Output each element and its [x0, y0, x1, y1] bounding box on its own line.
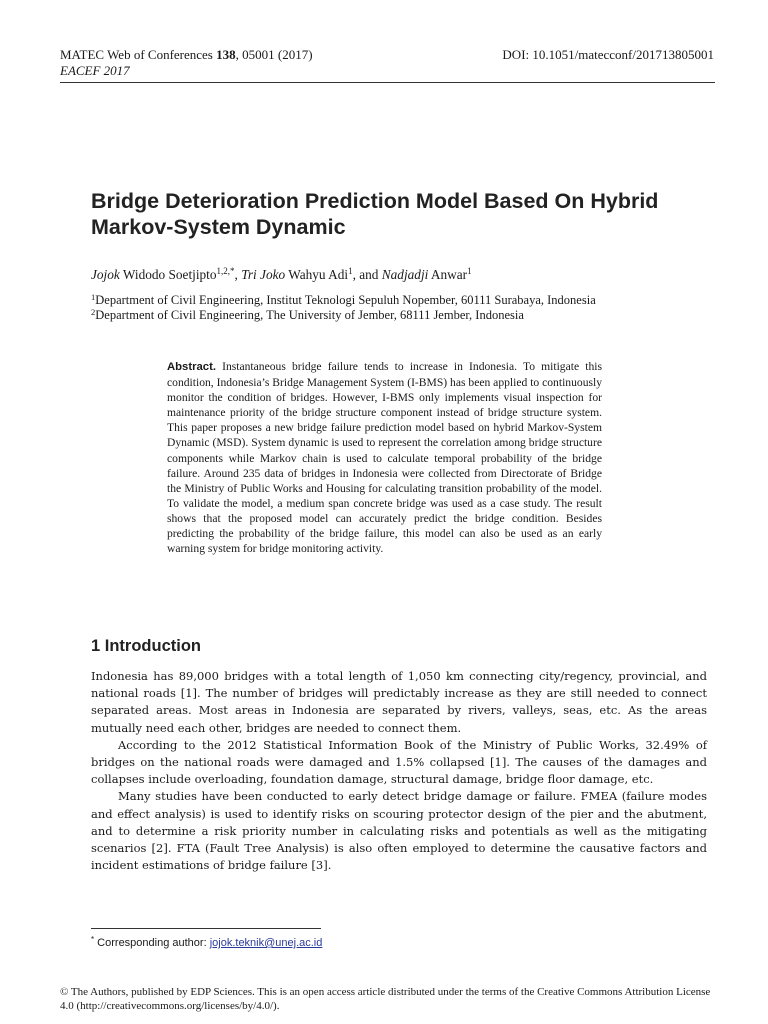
abstract-label: Abstract.: [167, 361, 216, 373]
journal-name: MATEC Web of Conferences: [60, 47, 217, 62]
license-notice: © The Authors, published by EDP Sciences. This is an open access article distributed under the terms of the Creative Commons Attribution License 4.0 (http://creativecommons.org/licenses/by/4.0/).: [60, 986, 711, 1012]
paragraph-1: Indonesia has 89,000 bridges with a total length of 1,050 km connecting city/regency, provincial, and national roads [1]. The number of bridges will predictably increase as they are still needed to connect separated areas. Most areas in Indonesia are separated by rivers, valleys, seas, etc. As the areas mutually need each other, bridges are needed to connect them.: [91, 669, 707, 735]
affiliation-2: $^2$Department of Civil Engineering, The University of Jember, 68111 Jember, Indonesia: [91, 307, 524, 322]
journal-volume: 138: [216, 47, 236, 62]
body-text: [91, 668, 707, 874]
footnote: * Corresponding author: jojok.teknik@unej.ac.id: [91, 935, 323, 949]
paper-title: Bridge Deterioration Prediction Model Based On Hybrid Markov-System Dynamic: [91, 189, 659, 239]
author-list: [91, 266, 472, 284]
journal-citation: [60, 47, 313, 63]
author-3: Nadjadji Anwar$^1$: [381, 266, 472, 282]
email-link[interactable]: jojok.teknik@unej.ac.id: [209, 937, 323, 949]
paragraph-2: According to the 2012 Statistical Information Book of the Ministry of Public Works, 32.49% of bridges on the national roads were damaged and 1.5% collapsed [1]. The causes of the damages and collapses include overloading, foundation damage, structural damage, bridge floor damage, etc.: [91, 737, 707, 787]
conference-name: EACEF 2017: [60, 63, 130, 78]
article-number: , 05001 (2017): [235, 47, 313, 62]
abstract-text: Instantaneous bridge failure tends to increase in Indonesia. To mitigate this condition, Indonesia’s Bridge Management System (I-BMS) has been applied to continuously monitor the condition of bridges. However, I-BMS only implements visual inspection for maintenance priority of the bridge structure component instead of bridge structure system. This paper proposes a new bridge failure prediction model based on hybrid Markov-System Dynamic (MSD). System dynamic is used to represent the correlation among bridge structure components while Markov chain is used to calculate temporal probability of the bridge failure. Around 235 data of bridges in Indonesia were collected from Directorate of Bridge the Ministry of Public Works and Housing for calculating transition probability of the model. To validate the model, a medium span concrete bridge was used as a case study. The result shows that the proposed model can accurately predict the bridge condition. Besides predicting the probability of the bridge failure, this model can also be used as an early warning system for bridge monitoring activity.: [167, 360, 603, 556]
author-1: Jojok Widodo Soetjipto$^{1,2,*}$,: [91, 266, 242, 282]
section-heading: 1 Introduction: [91, 637, 201, 655]
header-divider: [60, 82, 715, 83]
affiliations: [91, 293, 596, 323]
doi[interactable]: DOI: 10.1051/matecconf/201713805001: [502, 47, 714, 62]
abstract: [167, 359, 602, 556]
footnote-divider: [91, 928, 321, 929]
author-2: Tri Joko Wahyu Adi$^1$, and: [241, 266, 382, 282]
affiliation-1: $^1$Department of Civil Engineering, Institut Teknologi Sepuluh Nopember, 60111 Surabaya, Indonesia: [91, 292, 596, 307]
paragraph-3: Many studies have been conducted to early detect bridge damage or failure. FMEA (failure modes and effect analysis) is used to identify risks on scouring protector design of the pier and the abutment, and to determine a risk priority number in calculating risks and potentials as well as the mitigating scenarios [2]. FTA (Fault Tree Analysis) is also often employed to determine the causative factors and incident estimations of bridge failure [3].: [91, 789, 707, 873]
